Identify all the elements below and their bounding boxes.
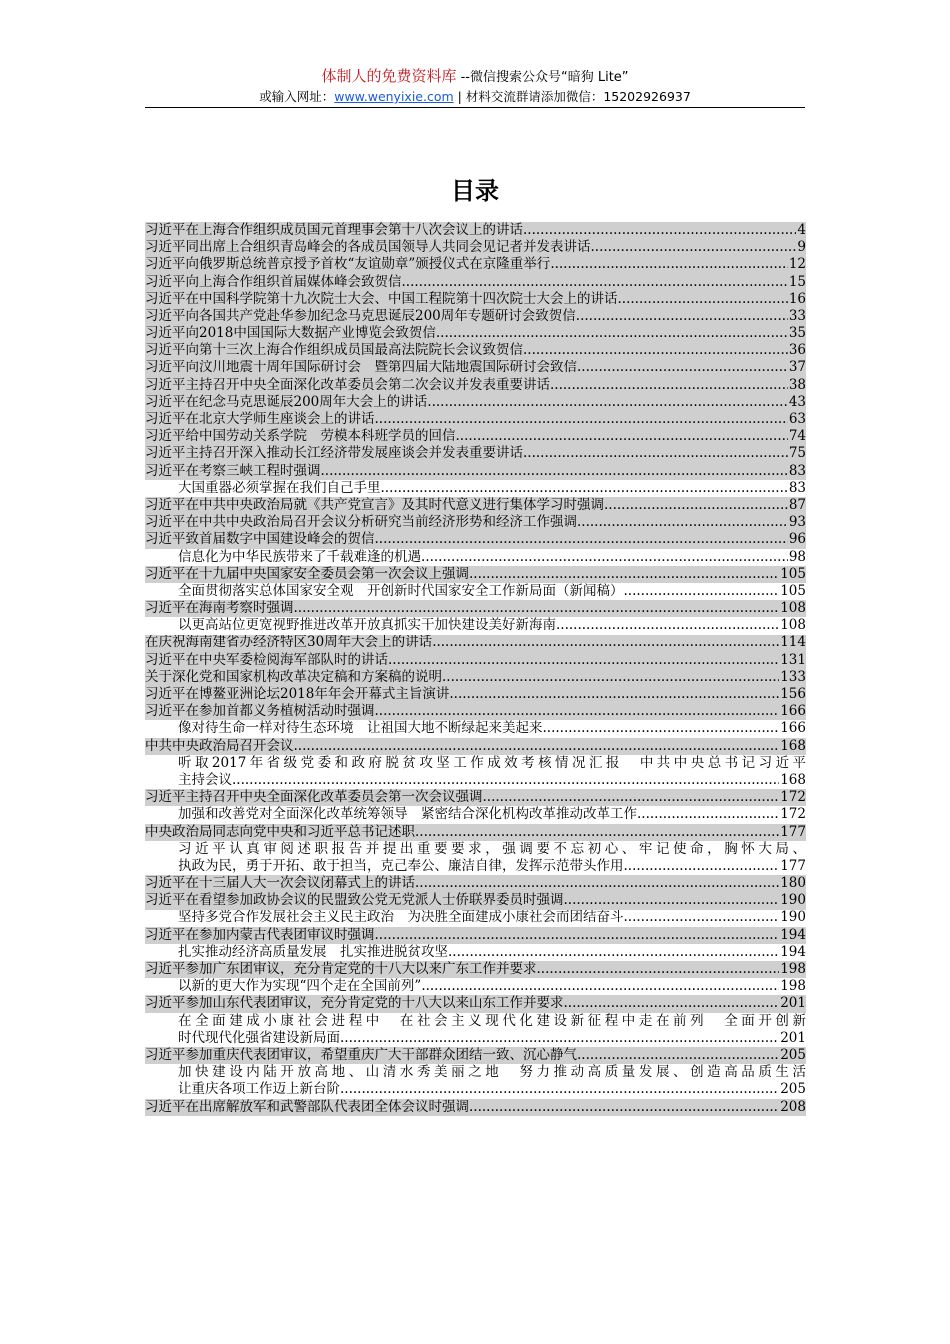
toc-entry-text: 习近平在博鳌亚洲论坛2018年年会开幕式主旨演讲 (145, 686, 450, 703)
toc-entry[interactable] (145, 669, 806, 686)
toc-entry[interactable] (145, 342, 806, 359)
toc-page-number: 198 (780, 961, 806, 978)
toc-page-number: 208 (780, 1098, 806, 1115)
toc-entry-text: 扎实推动经济高质量发展 扎实推进脱贫攻坚 (178, 943, 448, 960)
toc-entry-text: 中共中央政治局召开会议 (145, 737, 294, 754)
toc-page-number: 166 (780, 703, 806, 720)
toc-entry-text: 习近平向汶川地震十周年国际研讨会 暨第四届大陆地震国际研讨会致信 (145, 359, 577, 376)
toc-page-number: 9 (797, 239, 806, 256)
toc-entry-text: 习近平在十九届中央国家安全委员会第一次会议上强调 (145, 565, 469, 582)
toc-entry[interactable] (145, 308, 806, 325)
toc-entry[interactable] (145, 978, 806, 995)
toc-entry-text: 时代现代化强省建设新局面 (178, 1029, 340, 1046)
toc-entry-text: 习近平向第十三次上海合作组织成员国最高法院院长会议致贺信 (145, 342, 523, 359)
toc-page-number: 63 (788, 411, 806, 428)
toc-page-number: 172 (780, 789, 806, 806)
toc-entry-text: 主持会议 (178, 772, 232, 788)
toc-page-number: 205 (780, 1047, 806, 1063)
toc-page-number: 180 (780, 875, 806, 892)
toc-entry-text: 习近平在出席解放军和武警部队代表团全体会议时强调 (145, 1098, 469, 1115)
header-rule (145, 107, 805, 108)
toc-entry-text: 习近平致首届数字中国建设峰会的贺信 (145, 531, 375, 548)
toc-entry[interactable] (145, 239, 806, 256)
toc-page-number: 205 (780, 1081, 806, 1098)
toc-title: 目录 (451, 176, 499, 205)
toc-entry[interactable] (145, 961, 806, 978)
toc-leader-dots (415, 824, 779, 841)
toc-leader-dots (340, 1030, 779, 1047)
toc-entry[interactable] (145, 394, 806, 411)
toc-page-number: 96 (788, 531, 806, 548)
toc-entry-text: 以更高站位更宽视野推进改革开放真抓实干加快建设美好新海南 (178, 617, 556, 634)
toc-page-number: 37 (788, 359, 806, 376)
toc-entry[interactable] (145, 463, 806, 480)
toc-page-number: 83 (788, 462, 806, 479)
toc-entry[interactable] (145, 549, 806, 566)
toc-entry-text: 大国重器必须掌握在我们自己手里 (178, 479, 381, 496)
toc-entry[interactable] (145, 274, 806, 291)
toc-entry[interactable] (145, 910, 806, 927)
toc-leader-dots (523, 342, 788, 359)
toc-entry[interactable] (145, 411, 806, 428)
toc-entry-text: 习近平在参加首都义务植树活动时强调 (145, 703, 375, 720)
page-header (145, 66, 805, 106)
toc-leader-dots (591, 239, 797, 256)
toc-entry[interactable] (145, 428, 806, 445)
toc-entry-text: 习近平在中国科学院第十九次院士大会、中国工程院第十四次院士大会上的讲话 (145, 290, 618, 307)
toc-entry[interactable] (145, 995, 806, 1012)
toc-entry[interactable] (145, 566, 806, 583)
toc-entry[interactable] (145, 222, 806, 239)
toc-entry-text: 让重庆各项工作迈上新台阶 (178, 1081, 340, 1098)
toc-leader-dots (421, 549, 788, 566)
toc-leader-dots (294, 600, 780, 617)
toc-leader-dots (388, 652, 779, 669)
toc-page-number: 166 (780, 720, 806, 737)
toc-page-number: 190 (780, 909, 806, 926)
toc-entry[interactable] (145, 256, 806, 273)
toc-entry-text: 全面贯彻落实总体国家安全观 开创新时代国家安全工作新局面（新闻稿） (178, 582, 624, 599)
toc-leader-dots (564, 892, 780, 909)
toc-entry-continuation[interactable] (145, 772, 806, 789)
toc-page-number: 33 (788, 307, 806, 324)
toc-leader-dots (294, 738, 780, 755)
toc-entry[interactable] (145, 927, 806, 944)
toc-page-number: 83 (788, 479, 806, 496)
toc-entry-text: 习近平在考察三峡工程时强调 (145, 462, 321, 479)
url-prefix: 或输入网址： (259, 89, 335, 104)
toc-entry[interactable] (145, 755, 806, 772)
toc-entry[interactable] (145, 291, 806, 308)
toc-entry-text: 中央政治局同志向党中央和习近平总书记述职 (145, 823, 415, 840)
toc-page-number: 16 (788, 290, 806, 307)
toc-leader-dots (321, 463, 788, 480)
toc-leader-dots (604, 497, 788, 514)
toc-page-number: 114 (780, 634, 806, 651)
toc-entry-text: 习近平在中共中央政治局就《共产党宣言》及其时代意义进行集体学习时强调 (145, 497, 604, 513)
toc-leader-dots (624, 583, 780, 600)
toc-entry-text: 加快建设内陆开放高地、山清水秀美丽之地 努力推动高质量发展、创造高品质生活 (178, 1064, 806, 1081)
toc-entry-text: 习近平在上海合作组织成员国元首理事会第十八次会议上的讲话 (145, 222, 523, 238)
toc-leader-dots (577, 360, 788, 377)
toc-entry-continuation[interactable] (145, 1081, 806, 1098)
toc-entry-text: 以新的更大作为实现“四个走在全国前列” (178, 978, 422, 995)
toc-entry-text: 习近平主持召开中央全面深化改革委员会第二次会议并发表重要讲话 (145, 376, 550, 393)
toc-entry-text: 习近平主持召开深入推动长江经济带发展座谈会并发表重要讲话 (145, 445, 523, 462)
toc-leader-dots (232, 772, 779, 789)
toc-entry[interactable] (145, 1047, 806, 1064)
toc-page-number: 194 (780, 943, 806, 960)
toc-leader-dots (415, 875, 779, 892)
toc-entry[interactable] (145, 703, 806, 720)
toc-entry-text: 习近平给中国劳动关系学院 劳模本科班学员的回信 (145, 428, 456, 445)
toc-entry-text: 习近平认真审阅述职报告并提出重要要求，强调要不忘初心、牢记使命，胸怀大局、 (178, 840, 806, 857)
toc-entry[interactable] (145, 445, 806, 462)
toc-leader-dots (448, 944, 779, 961)
toc-page-number: 108 (780, 617, 806, 634)
toc-entry-text: 习近平向各国共产党赴华参加纪念马克思诞辰200周年专题研讨会致贺信 (145, 307, 576, 324)
toc-leader-dots (550, 377, 788, 394)
toc-entry-continuation[interactable] (145, 858, 806, 875)
toc-entry[interactable] (145, 1013, 806, 1030)
toc-page-number: 172 (780, 806, 806, 823)
toc-entry[interactable] (145, 841, 806, 858)
toc-leader-dots (577, 1047, 779, 1064)
toc-entry-text: 坚持多党合作发展社会主义民主政治 为决胜全面建成小康社会而团结奋斗 (178, 909, 624, 926)
toc-page-number: 201 (780, 1029, 806, 1046)
toc-entry[interactable] (145, 806, 806, 823)
toc-entry-text: 习近平在中央军委检阅海军部队时的讲话 (145, 651, 388, 668)
toc-entry-text: 习近平在中共中央政治局召开会议分析研究当前经济形势和经济工作强调 (145, 514, 577, 531)
toc-page-number: 133 (780, 668, 806, 685)
toc-page-number: 35 (788, 325, 806, 342)
toc-leader-dots (427, 394, 788, 411)
toc-page-number: 156 (780, 686, 806, 703)
toc-entry-text: 执政为民，勇于开拓、敢于担当，克己奉公、廉洁自律，发挥示范带头作用 (178, 857, 624, 874)
toc-page-number: 198 (780, 978, 806, 995)
toc-page-number: 105 (780, 582, 806, 599)
toc-entry-text: 习近平向上海合作组织首届媒体峰会致贺信 (145, 273, 402, 290)
toc-entry-text: 信息化为中华民族带来了千载难逢的机遇 (178, 548, 421, 565)
toc-entry[interactable] (145, 720, 806, 737)
toc-leader-dots (375, 411, 788, 428)
toc-entry[interactable] (145, 325, 806, 342)
toc-entry-text: 习近平同出席上合组织青岛峰会的各成员国领导人共同会见记者并发表讲话 (145, 239, 591, 256)
toc-page-number: 15 (788, 273, 806, 290)
table-of-contents (145, 222, 806, 1116)
toc-leader-dots (469, 1099, 779, 1116)
toc-page-number: 93 (788, 514, 806, 531)
toc-entry-continuation[interactable] (145, 1030, 806, 1047)
toc-leader-dots (550, 256, 788, 273)
toc-page-number: 74 (788, 428, 806, 445)
toc-entry[interactable] (145, 1064, 806, 1081)
toc-entry-text: 习近平主持召开中央全面深化改革委员会第一次会议强调 (145, 789, 483, 806)
toc-page-number: 4 (797, 222, 806, 238)
toc-leader-dots (449, 686, 779, 703)
toc-page-number: 36 (788, 342, 806, 359)
toc-leader-dots (375, 703, 780, 720)
toc-leader-dots (577, 514, 788, 531)
header-line-2 (145, 88, 805, 106)
toc-leader-dots (556, 617, 779, 634)
toc-leader-dots (537, 961, 780, 978)
toc-leader-dots (624, 858, 780, 875)
toc-leader-dots (375, 927, 780, 944)
toc-entry[interactable] (145, 360, 806, 377)
header-wechat-note: --微信搜索公众号“暗狗 Lite” (456, 70, 629, 85)
toc-entry[interactable] (145, 617, 806, 634)
toc-leader-dots (436, 325, 788, 342)
toc-entry-text: 习近平参加山东代表团审议，充分肯定党的十八大以来山东工作并要求 (145, 995, 564, 1012)
toc-entry[interactable] (145, 944, 806, 961)
toc-leader-dots (523, 222, 796, 239)
toc-entry-text: 习近平向俄罗斯总统普京授予首枚“友谊勋章”颁授仪式在京隆重举行 (145, 256, 551, 273)
toc-page-number: 168 (780, 772, 806, 788)
toc-leader-dots (543, 720, 780, 737)
toc-page-number: 131 (780, 651, 806, 668)
brand-name: 体制人的免费资料库 (321, 67, 457, 85)
toc-leader-dots (637, 806, 779, 823)
toc-entry-text: 关于深化党和国家机构改革决定稿和方案稿的说明 (145, 668, 442, 685)
toc-page-number: 105 (780, 565, 806, 582)
website-link[interactable]: www.wenyixie.com (334, 89, 454, 104)
toc-entry-text: 习近平在看望参加政协会议的民盟致公党无党派人士侨联界委员时强调 (145, 892, 564, 909)
toc-page-number: 75 (788, 445, 806, 462)
toc-page-number: 190 (780, 892, 806, 909)
toc-entry-text: 习近平在十三届人大一次会议闭幕式上的讲话 (145, 875, 415, 892)
toc-page-number: 108 (780, 600, 806, 617)
toc-entry-text: 在庆祝海南建省办经济特区30周年大会上的讲话 (145, 634, 433, 651)
toc-entry[interactable] (145, 514, 806, 531)
toc-entry-text: 在全面建成小康社会进程中 在社会主义现代化建设新征程中走在前列 全面开创新 (178, 1012, 806, 1029)
toc-page-number: 177 (780, 857, 806, 874)
toc-entry-text: 习近平在参加内蒙古代表团审议时强调 (145, 926, 375, 943)
toc-leader-dots (421, 978, 779, 995)
toc-entry-text: 加强和改善党对全面深化改革统筹领导 紧密结合深化机构改革推动改革工作 (178, 806, 637, 823)
toc-entry[interactable] (145, 480, 806, 497)
toc-leader-dots (469, 566, 779, 583)
contact-note: | 材料交流群请添加微信：15202926937 (453, 89, 691, 104)
header-line-1 (145, 66, 805, 88)
toc-page-number: 12 (788, 256, 806, 273)
toc-page-number: 194 (780, 926, 806, 943)
toc-page-number: 177 (780, 823, 806, 840)
toc-leader-dots (576, 308, 788, 325)
toc-leader-dots (564, 995, 780, 1012)
toc-leader-dots (402, 274, 788, 291)
toc-entry[interactable] (145, 497, 806, 514)
toc-page-number: 98 (788, 548, 806, 565)
toc-page-number: 43 (788, 393, 806, 410)
toc-entry-text: 习近平参加重庆代表团审议，希望重庆广大干部群众团结一致、沉心静气 (145, 1047, 577, 1063)
toc-page-number: 87 (788, 497, 806, 513)
toc-entry-text: 习近平向2018中国国际大数据产业博览会致贺信 (145, 325, 436, 342)
toc-leader-dots (432, 635, 779, 652)
toc-leader-dots (340, 1081, 779, 1098)
toc-entry-text: 习近平参加广东团审议，充分肯定党的十八大以来广东工作并要求 (145, 961, 537, 978)
toc-entry-text: 习近平在纪念马克思诞辰200周年大会上的讲话 (145, 393, 428, 410)
toc-entry[interactable] (145, 875, 806, 892)
toc-leader-dots (375, 531, 788, 548)
toc-entry-text: 听取2017年省级党委和政府脱贫攻坚工作成效考核情况汇报 中共中央总书记习近平 (178, 754, 806, 771)
toc-entry[interactable] (145, 892, 806, 909)
toc-leader-dots (456, 428, 788, 445)
toc-page-number: 201 (780, 995, 806, 1012)
toc-page-number: 168 (780, 737, 806, 754)
toc-entry-text: 像对待生命一样对待生态环境 让祖国大地不断绿起来美起来 (178, 720, 543, 737)
toc-entry[interactable] (145, 1099, 806, 1116)
toc-entry[interactable] (145, 377, 806, 394)
toc-leader-dots (483, 789, 780, 806)
toc-entry-text: 习近平在海南考察时强调 (145, 600, 294, 617)
toc-entry[interactable] (145, 635, 806, 652)
toc-leader-dots (442, 669, 779, 686)
toc-entry[interactable] (145, 686, 806, 703)
toc-leader-dots (381, 480, 788, 497)
toc-page-number: 38 (788, 376, 806, 393)
toc-leader-dots (618, 291, 788, 308)
toc-entry[interactable] (145, 600, 806, 617)
toc-leader-dots (624, 910, 780, 927)
toc-entry[interactable] (145, 652, 806, 669)
toc-entry[interactable] (145, 824, 806, 841)
toc-leader-dots (523, 445, 788, 462)
toc-entry[interactable] (145, 738, 806, 755)
toc-entry[interactable] (145, 531, 806, 548)
toc-entry[interactable] (145, 583, 806, 600)
toc-entry-text: 习近平在北京大学师生座谈会上的讲话 (145, 411, 375, 428)
toc-entry[interactable] (145, 789, 806, 806)
